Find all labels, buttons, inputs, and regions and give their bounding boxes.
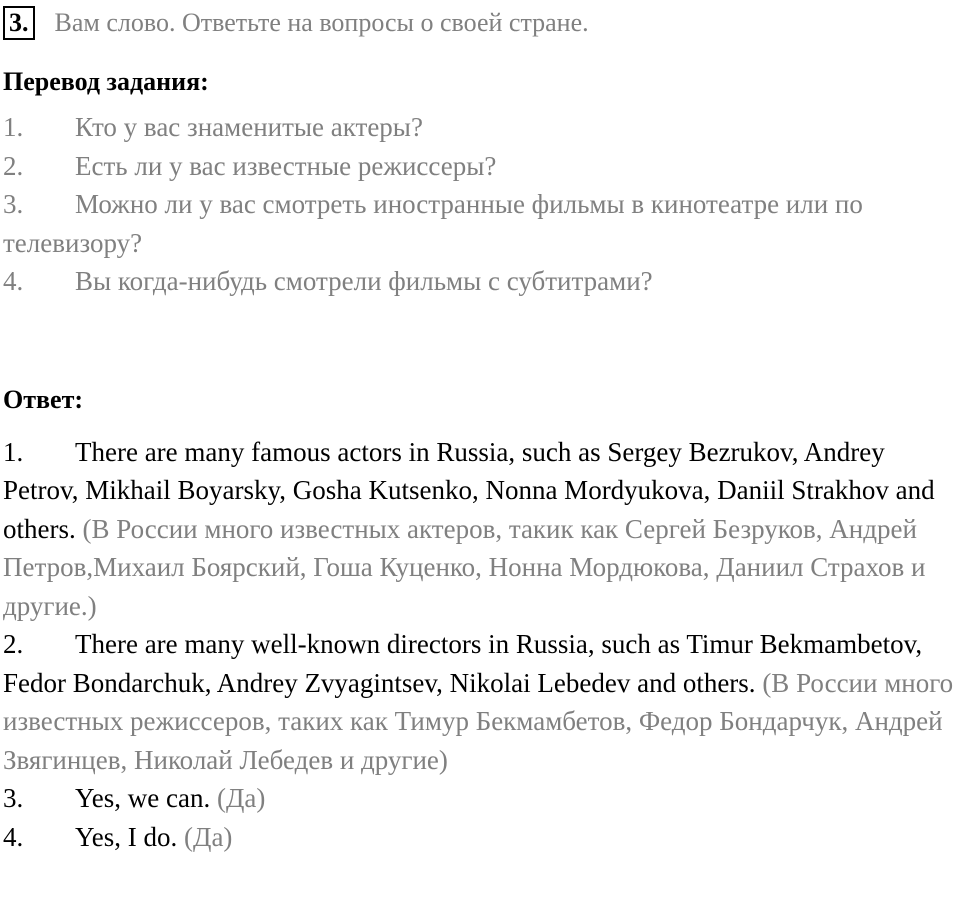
- answer-russian: (В России много известных режиссеров, таких как Тимур Бекмамбетов, Федор Бондарчук, Андрей Звягинцев, Николай Лебедев и другие): [3, 667, 954, 775]
- list-item: [3, 185, 958, 262]
- item-text: Кто у вас знаменитые актеры?: [75, 112, 423, 142]
- item-number: 4.: [3, 266, 24, 296]
- item-number: 1.: [3, 112, 24, 142]
- list-item: [3, 779, 958, 818]
- item-number: 3.: [3, 783, 24, 813]
- item-number: 2.: [3, 150, 24, 181]
- item-number: 2.: [3, 629, 24, 659]
- answer-list: [3, 433, 958, 857]
- answer-english: There are many famous actors in Russia, such as Sergey Bezrukov, Andrey Petrov, Mikhail Boyarsky, Gosha Kutsenko, Nonna Mordyukova, Daniil Strakhov and others.: [3, 436, 935, 544]
- list-item: [3, 818, 958, 857]
- task-number: 3.: [3, 6, 35, 40]
- list-item: [3, 433, 958, 626]
- answer-russian: (Да): [184, 821, 233, 852]
- translation-list: [3, 108, 958, 301]
- item-text: Можно ли у вас смотреть иностранные фильмы в кинотеатре или по телевизору?: [3, 189, 863, 258]
- task-instruction: Вам слово. Ответьте на вопросы о своей стране.: [54, 7, 589, 37]
- answer-heading: Ответ:: [3, 384, 84, 414]
- answer-english: Yes, I do.: [75, 821, 178, 852]
- answer-english: Yes, we can.: [75, 783, 211, 813]
- answer-english: There are many well-known directors in Russia, such as Timur Bekmambetov, Fedor Bondarchuk, Andrey Zvyagintsev, Nikolai Lebedev and others.: [3, 629, 923, 698]
- list-item: [3, 262, 958, 301]
- list-item: [3, 147, 958, 186]
- translation-heading: Перевод задания:: [3, 67, 209, 96]
- answer-russian: (Да): [217, 783, 266, 813]
- answer-russian: (В России много известных актеров, такик как Сергей Безруков, Андрей Петров,Михаил Боярский, Гоша Куценко, Нонна Мордюкова, Даниил Страхов и другие.): [3, 513, 926, 621]
- task-header: [3, 2, 958, 44]
- item-number: 1.: [3, 436, 24, 467]
- item-text: Есть ли у вас известные режиссеры?: [75, 150, 497, 181]
- item-number: 4.: [3, 821, 24, 852]
- document-page: [3, 0, 958, 856]
- list-item: [3, 625, 958, 779]
- list-item: [3, 108, 958, 147]
- item-number: 3.: [3, 189, 24, 219]
- item-text: Вы когда-нибудь смотрели фильмы с субтитрами?: [75, 266, 653, 296]
